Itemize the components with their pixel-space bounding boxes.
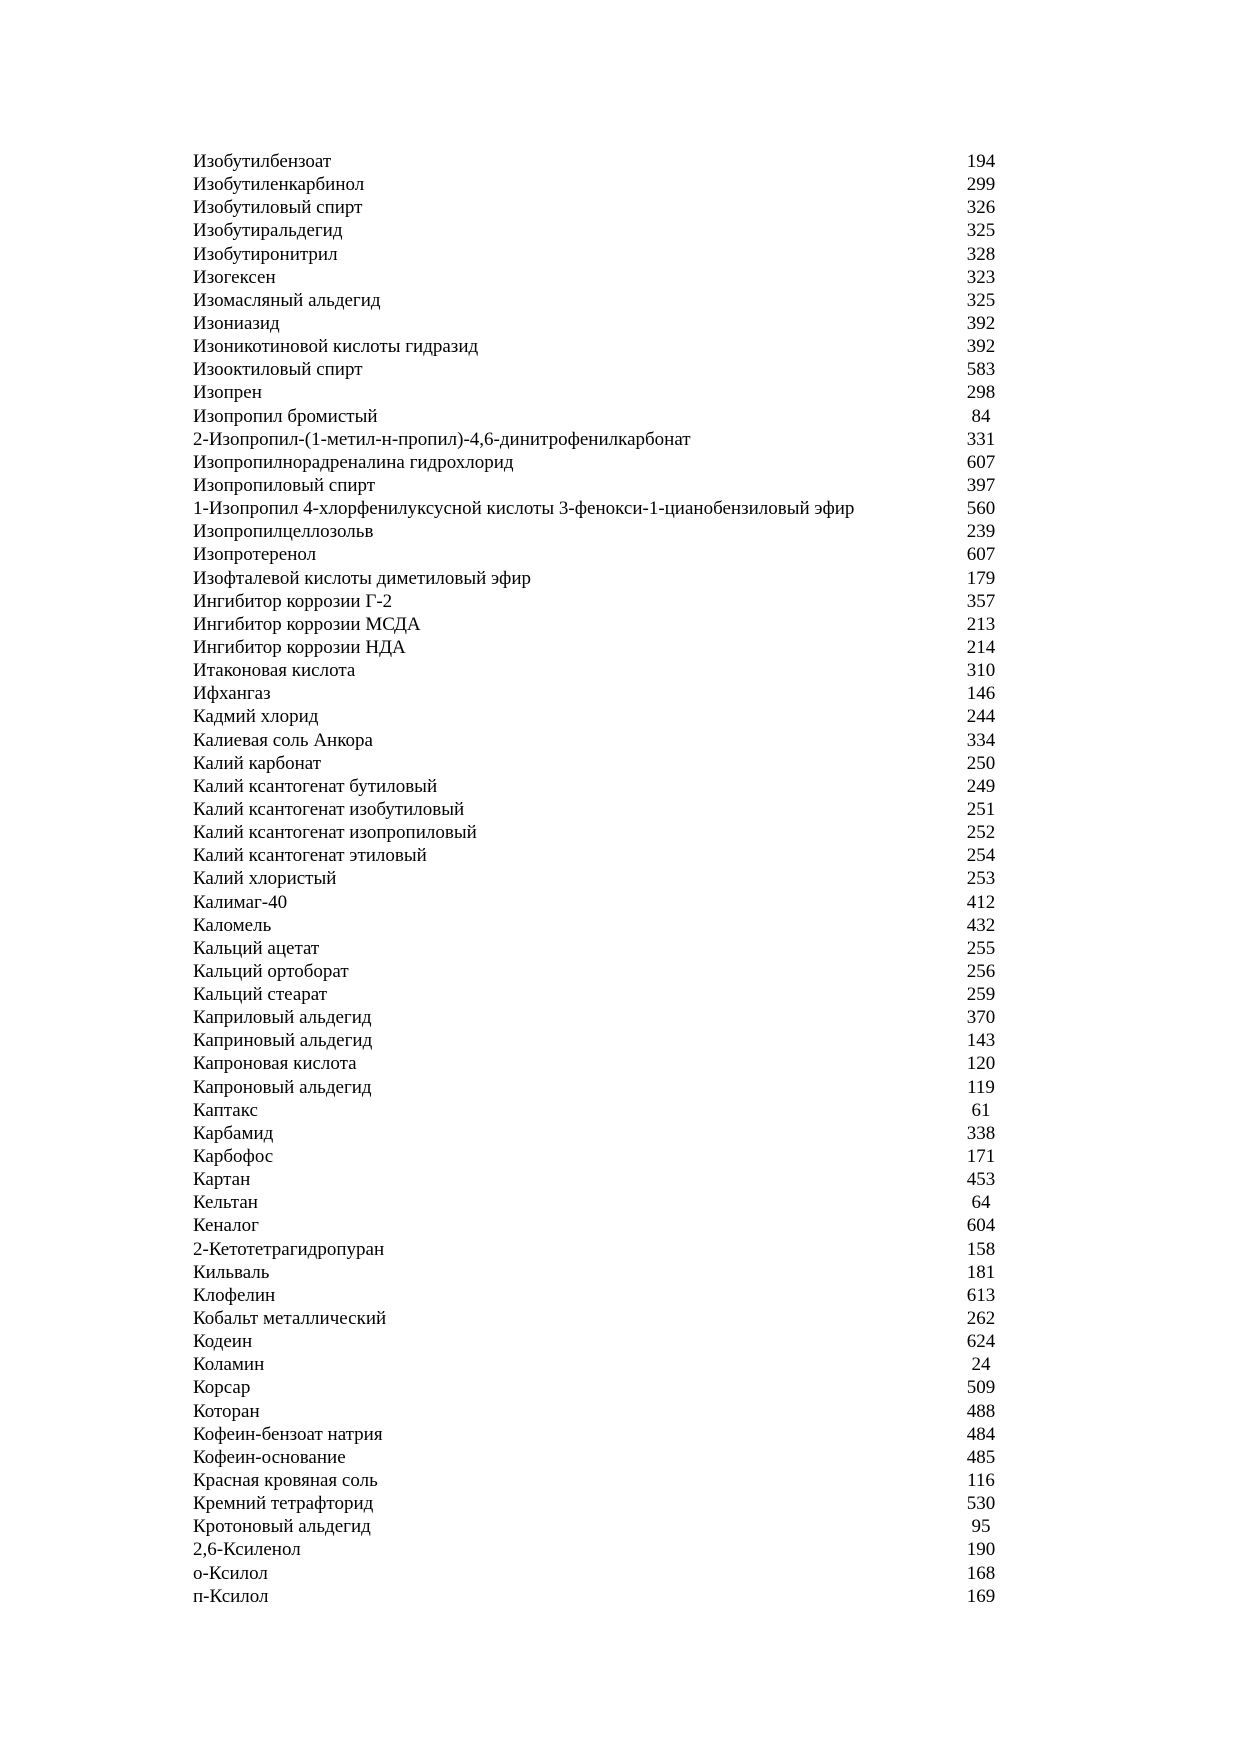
index-entry — [193, 1052, 1023, 1075]
index-page-number: 158 — [966, 1238, 996, 1260]
index-page-number: 120 — [966, 1053, 996, 1075]
index-term: Кофеин-бензоат натрия — [193, 1423, 383, 1445]
index-page-number: 357 — [966, 590, 996, 612]
index-entry — [193, 867, 1023, 890]
index-page-number: 323 — [966, 266, 996, 288]
index-page-number: 256 — [966, 960, 996, 982]
index-page-number: 432 — [966, 914, 996, 936]
index-page-number: 194 — [966, 151, 996, 172]
index-entry — [193, 1400, 1023, 1423]
index-entry — [193, 1515, 1023, 1538]
index-page-number: 485 — [966, 1446, 996, 1468]
index-page-number: 61 — [971, 1099, 991, 1121]
index-page-number: 299 — [966, 174, 996, 196]
index-page-number: 560 — [966, 498, 996, 520]
index-term: Каптакс — [193, 1099, 258, 1121]
index-page-number: 453 — [966, 1169, 996, 1191]
index-entry — [193, 1446, 1023, 1469]
index-page-number: 190 — [966, 1539, 996, 1561]
index-page-number: 624 — [966, 1331, 996, 1353]
index-page-number: 412 — [966, 891, 996, 913]
index-entry — [193, 219, 1023, 242]
index-entry — [193, 937, 1023, 960]
index-term: Кальций стеарат — [193, 984, 328, 1006]
index-entry — [193, 1469, 1023, 1492]
index-term: Кильваль — [193, 1261, 270, 1283]
index-entry — [193, 590, 1023, 613]
index-entry — [193, 775, 1023, 798]
index-page-number: 310 — [966, 660, 996, 682]
index-entry — [193, 1076, 1023, 1099]
index-term: Кальций ортоборат — [193, 960, 349, 982]
index-term: Изопропиловый спирт — [193, 474, 376, 496]
index-page-number: 530 — [966, 1493, 996, 1515]
index-entry — [193, 821, 1023, 844]
index-term: 2-Кетотетрагидропуран — [193, 1238, 385, 1260]
index-term: о-Ксилол — [193, 1562, 268, 1584]
index-entry — [193, 983, 1023, 1006]
index-term: Изогексен — [193, 266, 276, 288]
index-term: Изопрен — [193, 382, 262, 404]
index-entry — [193, 1261, 1023, 1284]
index-term: Картан — [193, 1169, 251, 1191]
index-page-number: 255 — [966, 937, 996, 959]
index-term: Изобутилбензоат — [193, 151, 332, 172]
index-term: Капроновая кислота — [193, 1053, 357, 1075]
index-page-number: 607 — [966, 544, 996, 566]
index-entry — [193, 520, 1023, 543]
index-entry — [193, 1122, 1023, 1145]
index-page-number: 84 — [971, 405, 991, 427]
index-page-number: 171 — [966, 1146, 996, 1168]
index-term: 1-Изопропил 4-хлорфенилуксусной кислоты 3-фенокси-1-цианобензиловый эфир — [193, 498, 855, 520]
index-term: п-Ксилол — [193, 1585, 269, 1607]
index-page-number: 181 — [966, 1261, 996, 1283]
index-entry — [193, 1214, 1023, 1237]
index-entry — [193, 682, 1023, 705]
index-page-number: 326 — [966, 197, 996, 219]
index-entry — [193, 1307, 1023, 1330]
index-page-number: 259 — [966, 984, 996, 1006]
index-entry — [193, 705, 1023, 728]
index-page-number: 116 — [967, 1470, 995, 1492]
index-page-number: 509 — [966, 1377, 996, 1399]
index-page-number: 250 — [966, 752, 996, 774]
index-entry — [193, 1330, 1023, 1353]
index-term: Калимаг-40 — [193, 891, 288, 913]
index-entry — [193, 150, 1023, 173]
index-page-number: 397 — [966, 474, 996, 496]
index-term: Калий ксантогенат изопропиловый — [193, 822, 477, 844]
index-page-number: 370 — [966, 1007, 996, 1029]
index-term: Изобутиленкарбинол — [193, 174, 365, 196]
index-entry — [193, 312, 1023, 335]
index-page-number: 214 — [966, 636, 996, 658]
index-page-number: 146 — [966, 683, 996, 705]
index-page-number: 239 — [966, 521, 996, 543]
index-term: Кофеин-основание — [193, 1446, 346, 1468]
index-page-number: 604 — [966, 1215, 996, 1237]
index-page-number: 607 — [966, 451, 996, 473]
index-page-number: 119 — [967, 1076, 995, 1098]
index-page-number: 179 — [966, 567, 996, 589]
index-term: Которан — [193, 1400, 260, 1422]
index-term: Кодеин — [193, 1331, 253, 1353]
index-term: Калий карбонат — [193, 752, 322, 774]
index-entry — [193, 1145, 1023, 1168]
index-term: Каломель — [193, 914, 272, 936]
index-entry — [193, 173, 1023, 196]
index-term: Капроновый альдегид — [193, 1076, 372, 1098]
index-page-number: 169 — [966, 1585, 996, 1607]
index-page-number: 392 — [966, 312, 996, 334]
index-page-number: 254 — [966, 845, 996, 867]
index-entry — [193, 914, 1023, 937]
index-entry — [193, 358, 1023, 381]
index-term: Изоникотиновой кислоты гидразид — [193, 336, 479, 358]
index-page-number: 338 — [966, 1122, 996, 1144]
index-entry — [193, 497, 1023, 520]
index-term: Калиевая соль Анкора — [193, 729, 373, 751]
index-term: Изомасляный альдегид — [193, 289, 381, 311]
index-entry — [193, 428, 1023, 451]
index-page-number: 95 — [971, 1516, 991, 1538]
index-term: Коламин — [193, 1354, 265, 1376]
index-page-number: 251 — [966, 798, 996, 820]
index-entry — [193, 1376, 1023, 1399]
index-entry — [193, 1423, 1023, 1446]
index-term: Изопропилцеллозольв — [193, 521, 374, 543]
index-page-number: 328 — [966, 243, 996, 265]
index-term: Изобутиральдегид — [193, 220, 343, 242]
index-term: Ингибитор коррозии Г-2 — [193, 590, 393, 612]
index-term: 2,6-Ксиленол — [193, 1539, 301, 1561]
index-term: Карбофос — [193, 1146, 274, 1168]
index-term: Кремний тетрафторид — [193, 1493, 374, 1515]
index-entry — [193, 405, 1023, 428]
index-page-number: 325 — [966, 289, 996, 311]
index-page-number: 392 — [966, 336, 996, 358]
index-entry — [193, 752, 1023, 775]
index-term: Кальций ацетат — [193, 937, 320, 959]
index-entry — [193, 1099, 1023, 1122]
index-term: Ингибитор коррозии НДА — [193, 636, 406, 658]
index-entry — [193, 891, 1023, 914]
index-term: Калий хлористый — [193, 868, 337, 890]
index-entry — [193, 474, 1023, 497]
index-page-number: 298 — [966, 382, 996, 404]
index-term: Каприловый альдегид — [193, 1007, 372, 1029]
index-term: Кеналог — [193, 1215, 259, 1237]
index-page-number: 583 — [966, 359, 996, 381]
index-entry — [193, 335, 1023, 358]
index-term: Изооктиловый спирт — [193, 359, 363, 381]
index-entry — [193, 1029, 1023, 1052]
index-term: Каприновый альдегид — [193, 1030, 373, 1052]
index-term: Изопротеренол — [193, 544, 317, 566]
index-page-number: 64 — [971, 1192, 991, 1214]
index-term: Ифхангаз — [193, 683, 271, 705]
index-term: Ингибитор коррозии МСДА — [193, 613, 421, 635]
index-entry — [193, 543, 1023, 566]
index-page-number: 24 — [971, 1354, 991, 1376]
index-entry — [193, 659, 1023, 682]
index-entry — [193, 567, 1023, 590]
index-term: Кельтан — [193, 1192, 258, 1214]
index-page-number: 484 — [966, 1423, 996, 1445]
index-page-number: 325 — [966, 220, 996, 242]
index-entry — [193, 613, 1023, 636]
index-entry — [193, 798, 1023, 821]
index-entry — [193, 1006, 1023, 1029]
index-term: Калий ксантогенат бутиловый — [193, 775, 438, 797]
index-page-number: 213 — [966, 613, 996, 635]
index-entry — [193, 243, 1023, 266]
index-page-number: 168 — [966, 1562, 996, 1584]
index-entry — [193, 1191, 1023, 1214]
index-term: Кобальт металлический — [193, 1308, 387, 1330]
index-page-number: 143 — [966, 1030, 996, 1052]
index-term: Изофталевой кислоты диметиловый эфир — [193, 567, 532, 589]
index-page-number: 253 — [966, 868, 996, 890]
index-term: Изониазид — [193, 312, 280, 334]
index-page-number: 488 — [966, 1400, 996, 1422]
index-term: Карбамид — [193, 1122, 274, 1144]
index-page-number: 262 — [966, 1308, 996, 1330]
index-entry — [193, 289, 1023, 312]
index-term: Калий ксантогенат изобутиловый — [193, 798, 465, 820]
index-entry — [193, 1284, 1023, 1307]
index-term: Кадмий хлорид — [193, 706, 319, 728]
index-entry — [193, 844, 1023, 867]
index-page-number: 334 — [966, 729, 996, 751]
index-term: Изопропилнорадреналина гидрохлорид — [193, 451, 514, 473]
index-entry — [193, 381, 1023, 404]
index-term: Калий ксантогенат этиловый — [193, 845, 427, 867]
index-page-number: 252 — [966, 822, 996, 844]
index-page-number: 331 — [966, 428, 996, 450]
index-term: Изобутиронитрил — [193, 243, 338, 265]
index-term: Изопропил бромистый — [193, 405, 378, 427]
index-entry — [193, 1168, 1023, 1191]
index-list — [193, 150, 1023, 1608]
index-entry — [193, 960, 1023, 983]
index-page-number: 244 — [966, 706, 996, 728]
index-entry — [193, 1562, 1023, 1585]
index-entry — [193, 729, 1023, 752]
index-entry — [193, 266, 1023, 289]
index-term: Красная кровяная соль — [193, 1470, 378, 1492]
index-term: Клофелин — [193, 1284, 276, 1306]
index-entry — [193, 1585, 1023, 1608]
index-term: 2-Изопропил-(1-метил-н-пропил)-4,6-динитрофенилкарбонат — [193, 428, 691, 450]
index-term: Итаконовая кислота — [193, 660, 356, 682]
index-entry — [193, 1353, 1023, 1376]
index-term: Корсар — [193, 1377, 251, 1399]
index-entry — [193, 1492, 1023, 1515]
index-page-number: 249 — [966, 775, 996, 797]
index-page-number: 613 — [966, 1284, 996, 1306]
index-entry — [193, 1538, 1023, 1561]
index-entry — [193, 1238, 1023, 1261]
index-entry — [193, 196, 1023, 219]
index-entry — [193, 636, 1023, 659]
index-term: Кротоновый альдегид — [193, 1516, 371, 1538]
index-entry — [193, 451, 1023, 474]
index-term: Изобутиловый спирт — [193, 197, 363, 219]
